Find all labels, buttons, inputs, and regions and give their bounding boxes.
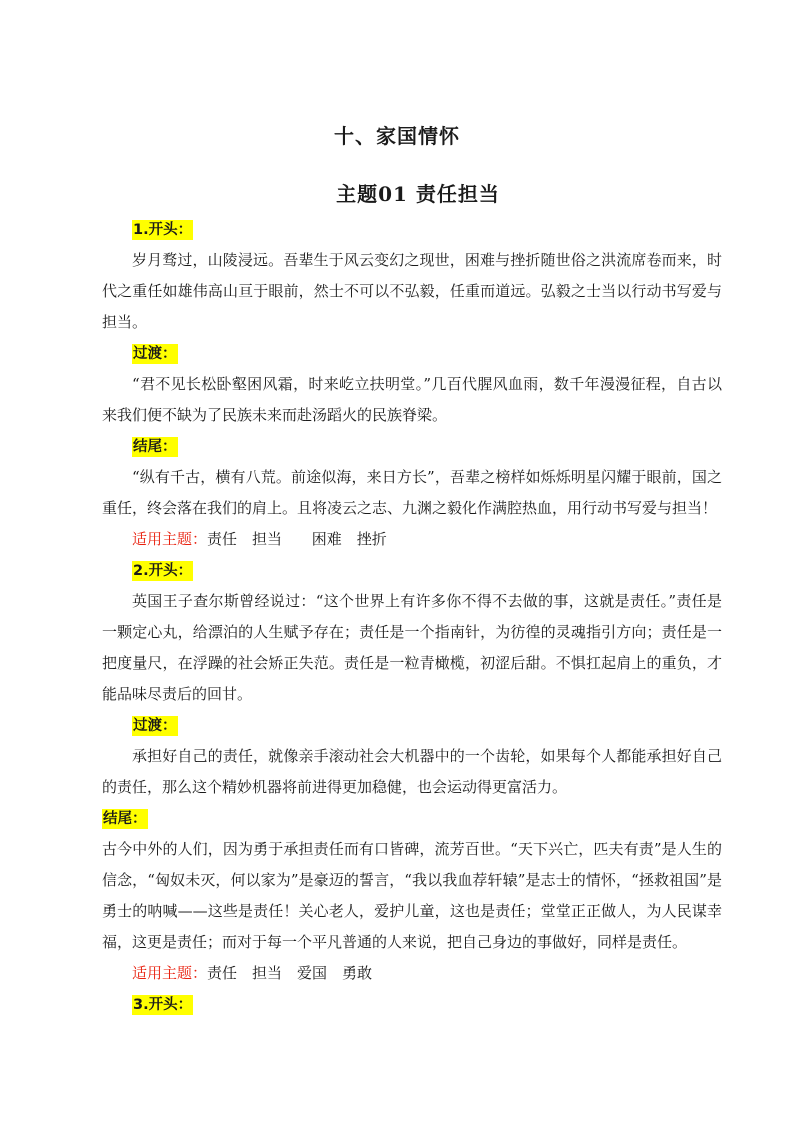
section-2-ending-label-line <box>102 803 722 834</box>
section-2-ending-text: 古今中外的人们，因为勇于承担责任而有口皆碑，流芳百世。“天下兴亡，匹夫有责”是人生的信念，“匈奴未灭，何以家为”是豪迈的誓言，“我以我血荐轩辕”是志士的情怀，“拯救祖国”是勇士的呐喊——这些是责任！关心老人，爱护儿童，这也是责任；堂堂正正做人，为人民谋幸福，这更是责任；而对于每一个平凡普通的人来说，把自己身边的事做好，同样是责任。 <box>102 840 722 951</box>
document-body <box>102 214 722 1020</box>
theme-value: 责任 担当 爱国 勇敢 <box>207 964 373 982</box>
theme-key: 适用主题： <box>132 530 208 548</box>
transition-label: 过渡： <box>133 345 177 362</box>
opening-label: 2.开头： <box>133 562 193 579</box>
section-1-ending-text: “纵有千古，横有八荒。前途似海，来日方长”，吾辈之榜样如烁烁明星闪耀于眼前，国之重任，终会落在我们的肩上。且将凌云之志、九渊之毅化作满腔热血，用行动书写爱与担当！ <box>102 468 722 517</box>
opening-label: 1.开头： <box>133 221 193 238</box>
opening-label: 3.开头： <box>133 996 193 1013</box>
section-2-transition-text: 承担好自己的责任，就像亲手滚动社会大机器中的一个齿轮，如果每个人都能承担好自己的责任，那么这个精妙机器将前进得更加稳健，也会运动得更富活力。 <box>102 747 722 796</box>
transition-label: 过渡： <box>133 717 177 734</box>
section-2-opening-text: 英国王子查尔斯曾经说过：“这个世界上有许多你不得不去做的事，这就是责任。”责任是一颗定心丸，给漂泊的人生赋予存在；责任是一个指南针，为彷徨的灵魂指引方向；责任是一把度量尺，在浮躁的社会矫正失范。责任是一粒青橄榄，初涩后甜。不惧扛起肩上的重负，才能品味尽责后的回甘。 <box>102 592 722 703</box>
section-2-theme-line <box>102 958 722 989</box>
chapter-title: 十、家国情怀 <box>334 124 460 148</box>
ending-label: 结尾： <box>103 810 147 827</box>
section-1-ending-label-line <box>102 431 722 462</box>
section-1-opening-label-line <box>102 214 722 245</box>
section-1-theme-line <box>102 524 722 555</box>
ending-label: 结尾： <box>133 438 177 455</box>
section-3-opening-label-line <box>102 989 722 1020</box>
section-2-transition-label-line <box>102 710 722 741</box>
section-2-opening-label-line <box>102 555 722 586</box>
section-1-transition-text: “君不见长松卧壑困风霜，时来屹立扶明堂。”几百代腥风血雨，数千年漫漫征程，自古以来我们便不缺为了民族未来而赴汤蹈火的民族脊梁。 <box>102 375 722 424</box>
topic-title: 主题01 责任担当 <box>336 182 500 206</box>
section-1-transition-label-line <box>102 338 722 369</box>
theme-key: 适用主题： <box>132 964 208 982</box>
section-1-opening-text: 岁月骛过，山陵浸远。吾辈生于风云变幻之现世，困难与挫折随世俗之洪流席卷而来，时代之重任如雄伟高山亘于眼前，然士不可以不弘毅，任重而道远。弘毅之士当以行动书写爱与担当。 <box>102 251 722 331</box>
theme-value: 责任 担当 困难 挫折 <box>207 530 387 548</box>
